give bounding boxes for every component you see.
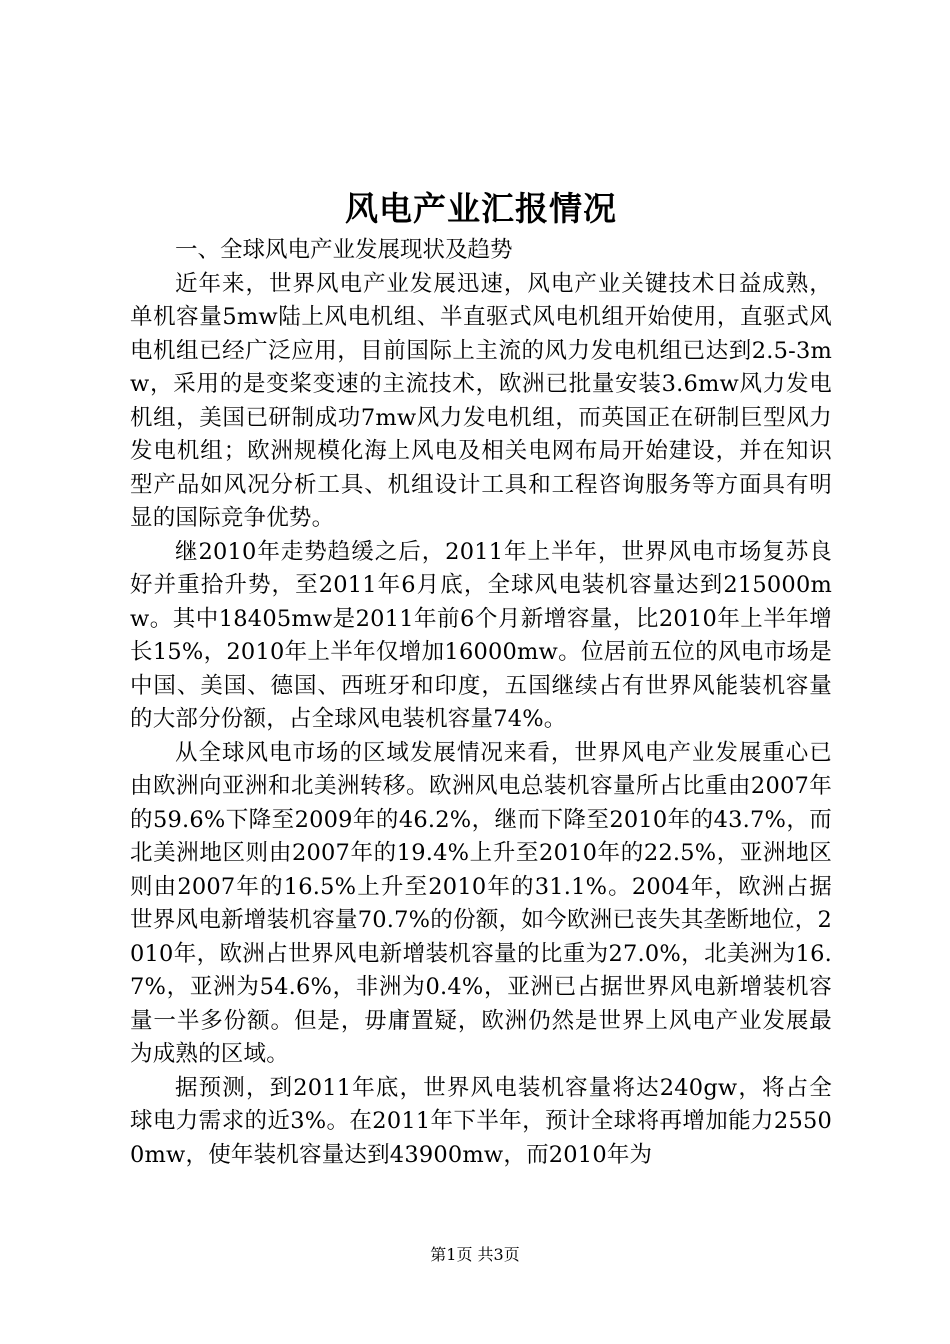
document-title: 风电产业汇报情况: [345, 189, 617, 228]
body-paragraph: 据预测，到2011年底，世界风电装机容量将达240gw，将占全球电力需求的近3%。在2011年下半年，预计全球将再增加能力25500mw，使年装机容量达到43900mw，而2010年为: [130, 1074, 832, 1168]
document-page: [130, 186, 832, 1172]
page-number-footer: 第1页 共3页: [430, 1245, 520, 1264]
body-paragraph: 近年来，世界风电产业发展迅速，风电产业关键技术日益成熟，单机容量5mw陆上风电机组、半直驱式风电机组开始使用，直驱式风电机组已经广泛应用，目前国际上主流的风力发电机组已达到2.5-3mw，采用的是变桨变速的主流技术，欧洲已批量安装3.6mw风力发电机组，美国已研制成功7mw风力发电机组，而英国正在研制巨型风力发电机组；欧洲规模化海上风电及相关电网布局开始建设，并在知识型产品如风况分析工具、机组设计工具和工程咨询服务等方面具有明显的国际竞争优势。: [130, 270, 832, 531]
body-paragraph: 从全球风电市场的区域发展情况来看，世界风电产业发展重心已由欧洲向亚洲和北美洲转移。欧洲风电总装机容量所占比重由2007年的59.6%下降至2009年的46.2%，继而下降至2010年的43.7%，而北美洲地区则由2007年的19.4%上升至2010年的22.5%，亚洲地区则由2007年的16.5%上升至2010年的31.1%。2004年，欧洲占据世界风电新增装机容量70.7%的份额，如今欧洲已丧失其垄断地位，2010年，欧洲占世界风电新增装机容量的比重为27.0%，北美洲为16.7%，亚洲为54.6%，非洲为0.4%，亚洲已占据世界风电新增装机容量一半多份额。但是，毋庸置疑，欧洲仍然是世界上风电产业发展最为成熟的区域。: [130, 739, 832, 1067]
body-paragraph: 继2010年走势趋缓之后，2011年上半年，世界风电市场复苏良好并重拾升势，至2011年6月底，全球风电装机容量达到215000mw。其中18405mw是2011年前6个月新增容量，比2010年上半年增长15%，2010年上半年仅增加16000mw。位居前五位的风电市场是中国、美国、德国、西班牙和印度，五国继续占有世界风能装机容量的大部分份额，占全球风电装机容量74%。: [130, 538, 832, 732]
section-heading: 一、全球风电产业发展现状及趋势: [175, 237, 513, 263]
